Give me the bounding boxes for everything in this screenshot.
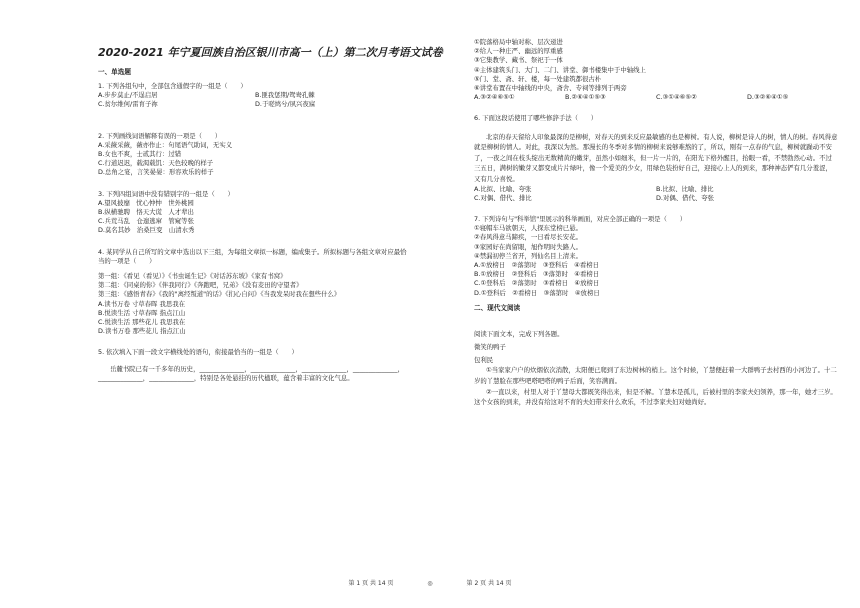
reading-paragraph: ①当家家户户的炊烟依次消散，太阳便已爬到了东边树林的梢上。这个时候，丫慧便赶着一大群鸭子去村西的小河边了。十二岁的丫慧脸在那些吧嗒吧嗒的鸭子后面，笑容满面。 [474,366,837,386]
list-item: ⑤门、堂、斋、轩、楼，每一处建筑都很古朴 [474,74,602,83]
option-d[interactable]: D.莫名其妙 治桑巨变 山清水秀 [98,226,195,235]
group-3: 第三组：《感悟青春》《我的"离经叛道"的话》《扪心自问》《当我发呆时我在想些什么》 [98,290,341,299]
option-c[interactable]: C.悦读生活 那些花儿 我思我在 [98,318,186,327]
reading-paragraph: ②一直以来，村里人对于丫慧母大都既笑得出来，但是不解。丫慧本是孤儿，后被村里的李家夫妇领养，那一年，她才三岁。这个女孩的到来，并没有给这对不育的夫妇带来什么欢乐，不过李家夫妇对她尚好。 [474,387,837,407]
question-1-stem: 1. 下列各组句中，全部包含通假字的一组是（ ） [98,82,247,90]
question-1-options [98,100,412,109]
option-b[interactable]: B.匪我惩期/鸳鸯孔棘 [255,91,315,100]
option-b[interactable]: B.女也不爽，士贰其行：过错 [98,150,182,159]
option-a[interactable]: A.读书万卷 寸草春晖 我思我在 [98,299,186,308]
reading-intro: 阅读下面文本，完成下列各题。 [474,329,564,338]
question-3-stem: 3. 下列四组词语中没有错别字的一组是（ ） [98,189,234,198]
option-a[interactable]: A.步步莫止/不逞启居 [98,91,158,100]
question-5-text: ______________，______________，特别是各处悬挂的历代楹联，蕴含着丰富的文化气息。 [98,374,354,383]
question-2-stem: 2. 下列画线词语解释有误的一项是（ ） [98,131,222,140]
list-item: ①院落格局中轴对称、层次递进 [474,38,563,46]
question-5-text: 岳麓书院已有一千多年的历史，______________，______________，______________，______________， [110,364,404,373]
option-c[interactable]: C.①登科后 ②落第时 ③看榜日 ④放榜日 [474,279,600,288]
page-number: 第 1 页 共 14 页 [348,580,394,587]
option-d[interactable]: D.对偶、借代、夸张 [656,193,715,202]
option-c[interactable]: C.贫尔维何/雷育子祢 [98,100,158,109]
option-c[interactable]: C.兵荒马乱 仓遑逃窜 管窥等张 [98,217,194,226]
option-b[interactable]: B.纵横驰聘 恪天大谎 人才辈出 [98,208,194,217]
list-item: ③它集教学、藏书、祭祀于一体 [474,56,563,65]
question-6-stem: 6. 下面这段话使用了哪些修辞手法（ ） [474,114,598,123]
list-item: ⑥讲堂布置在中轴线的中央，斋舍、专祠等排列于两旁 [474,84,627,93]
question-6-passage: 北京的春天留给人印象最深的是柳树，对春天的到来反应最敏感的也是柳树。有人说，柳树是诗人的树，情人的树。春风得意就是柳树的情人。对此，我深以为然。那漫长的冬季对多情的柳树来说够难熬的了，所以，刚有一点春的气息，柳树就躁动不安了，一夜之间在枝头绽出无数精黄的嫩芽，虽然小如细米，但一片一片的，在阳光下格外醒目，抬眼一看，不禁勃然心动。不过三五日，满树的嫩芽又都变成片片绿叶，像一个爱美的少女，用绿色装扮好自己，迎接心上人的到来，那种神态俨有几分羞涩，又有几分喜悦。 [474,132,838,183]
option-a[interactable]: A.采薇采薇，薇亦作止：句尾语气助词，无实义 [98,140,233,149]
list-item: ④主体建筑头门、大门、二门、讲堂、御书楼集中于中轴线上 [474,65,646,74]
option-d[interactable]: D.①登科后 ②看榜日 ③落第时 ④放榜日 [474,288,600,297]
question-5-options [474,93,838,102]
option-d[interactable]: D.于嗟鸠兮/夙兴夜寐 [255,100,316,109]
page-right [430,0,860,608]
group-2: 第二组：《同桌的你》《伴我同行》《奔跑吧，兄弟》《没有麦田的守望者》 [98,281,303,290]
question-6-options [474,185,838,194]
page-separator: ◎ [427,580,433,587]
option-b[interactable]: B.悦读生活 寸草春晖 指点江山 [98,308,186,317]
poem-line: ②春风得意马蹄疾，一日看尽长安花。 [474,233,582,242]
option-b[interactable]: B.①放榜日 ②登科后 ③落第时 ④看榜日 [474,270,600,279]
option-d[interactable]: D.总角之宴，言笑晏晏：形容欢乐的样子 [98,168,214,177]
question-4-stem: 4. 某同学从自己所写的文章中选出以下三组，为每组文章拟一标题，编成集子。所拟标题与各组文章对应最恰当的一项是（ ） [98,247,407,265]
poem-line: ④禁漏初停兰省开，列仙名目上清来。 [474,251,582,260]
page-footer [0,578,860,587]
page-number: 第 2 页 共 14 页 [466,580,512,587]
option-d[interactable]: D.读书万卷 那些花儿 指点江山 [98,327,186,336]
section-heading: 一、单选题 [98,68,131,76]
poem-line: ①寝帽车马欲朝天，人探东堂榜已悬。 [474,224,582,233]
option-c[interactable]: C.对偶、借代、排比 [474,193,532,202]
option-c[interactable]: C.行道迟迟，载渴载饥：天色较晚的样子 [98,159,214,168]
option-a[interactable]: A.望风披靡 忧心忡忡 世外桃园 [98,198,194,207]
option-d[interactable]: D.③②⑥④①⑤ [747,93,789,102]
question-7-stem: 7. 下列诗句与"科举馆"里展示的科举画面，对应全部正确的一项是（ ） [474,215,687,223]
option-a[interactable]: A.比拟、比喻、夸张 [474,184,532,193]
question-6-options [474,194,838,203]
option-b[interactable]: B.②⑥④①⑤③ [565,93,606,102]
option-c[interactable]: C.③①④⑥⑤② [656,93,697,102]
section-heading: 二、现代文阅读 [474,303,521,312]
option-b[interactable]: B.比拟、比喻、排比 [656,184,714,193]
reading-title: 微笑的鸭子 [474,343,506,352]
exam-title: 2020-2021 年宁夏回族自治区银川市高一（上）第二次月考语文试卷 [98,46,443,59]
poem-line: ③家园好在尚留眼，旭作明时失路人。 [474,242,582,251]
question-5-stem: 5. 依次填入下面一段文字横线处的语句，衔接最恰当的一组是（ ） [98,348,298,357]
option-a[interactable]: A.③②④⑥⑤① [474,93,515,102]
option-a[interactable]: A.①放榜日 ②落第时 ③登科后 ④看榜日 [474,261,600,270]
reading-author: 包利民 [474,356,494,365]
list-item: ②给人一种庄严、幽远的厚重感 [474,47,563,56]
group-1: 第一组：《看见（看见）》《书虫诞生记》《对话苏东坡》《家有书窝》 [98,272,287,281]
